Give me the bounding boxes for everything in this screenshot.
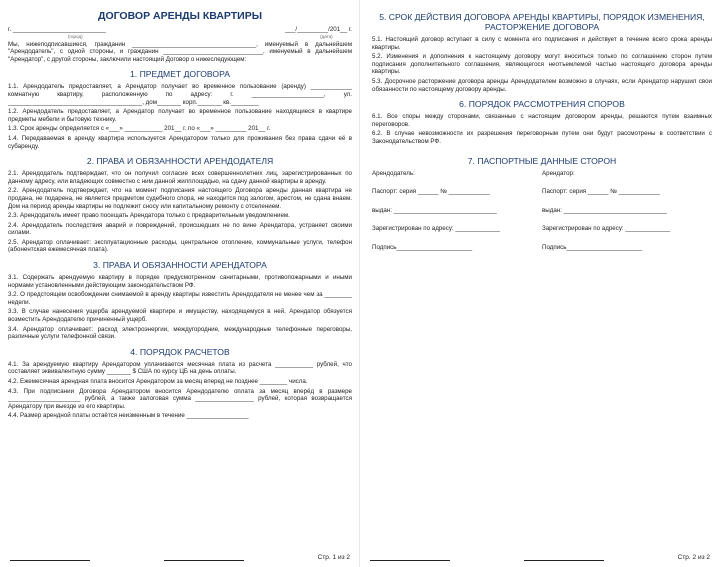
page-number: Стр. 1 из 2 (317, 554, 350, 561)
tenant-registered: Зарегистрирован по адресу: _____________ (542, 225, 671, 233)
date-line: ___/_________/201__ г. (285, 26, 352, 33)
date-block (285, 26, 352, 39)
clause-4-1: 4.1. За арендуемую квартиру Арендатором уплачивается месячная плата из расчета ___________ рублей, что составляет эквивалентную сумму _______ $ США по курсу ЦБ на день оплаты. (8, 360, 352, 376)
section-6-heading: 6. ПОРЯДОК РАССМОТРЕНИЯ СПОРОВ (459, 99, 625, 110)
landlord-signature: Подпись______________________ (372, 243, 473, 251)
date-caption: (дата) (320, 33, 333, 39)
city-caption: (город) (68, 33, 83, 39)
passport-data (372, 170, 712, 263)
signature-line-left (10, 560, 90, 561)
clause-3-3: 3.3. В случае нанесения ущерба арендуемой квартире и имуществу, находящемуся в ней, Арендатор обязуется возместить Арендодателю причиненный ущерб. (8, 308, 352, 324)
clause-2-5: 2.5. Арендатор оплачивает: эксплуатационные расходы, центральное отопление, коммунальные услуги, телефон (абонентская ежемесячная плата). (8, 238, 352, 254)
city-date-row (8, 26, 352, 39)
section-2-heading: 2. ПРАВА И ОБЯЗАННОСТИ АРЕНДОДАТЕЛЯ (86, 156, 274, 167)
clause-5-2: 5.2. Изменения и дополнения к настоящему договору могут вноситься только по соглашению сторон путем подписания дополнительного соглашения, являющегося неотъемлемой частью настоящего договора аренды квартиры. (372, 53, 712, 76)
clause-4-4: 4.4. Размер арендной платы остаётся неизменным в течение __________________ (8, 412, 249, 420)
landlord-issued: выдан: ______________________________ (372, 206, 497, 214)
clause-1-2: 1.2. Арендодатель предоставляет, а Арендатор получает во временное пользование находящиеся в квартире предметы мебели и бытовую технику. (8, 108, 352, 123)
clause-4-3: 4.3. При подписании Договора Арендатором вносится Арендодателю оплата за месяц вперёд в размере _____________________ рублей, а также залоговая сумма _________________ рублей, которая возвращается Арендатору при выезде из его квартиры. (8, 387, 352, 410)
clause-2-3: 2.3. Арендодатель имеет право посещать Арендатора только с предварительным уведомлением. (8, 212, 290, 220)
clause-5-1: 5.1. Настоящий договор вступает в силу с момента его подписания и действует в течение всего срока аренды квартиры. (372, 36, 712, 51)
section-1-heading: 1. ПРЕДМЕТ ДОГОВОРА (130, 69, 230, 80)
tenant-label: Арендатор: (542, 169, 575, 177)
section-4-heading: 4. ПОРЯДОК РАСЧЕТОВ (130, 346, 230, 357)
section-5-heading: 5. СРОК ДЕЙСТВИЯ ДОГОВОРА АРЕНДЫ КВАРТИРЫ, ПОРЯДОК ИЗМЕНЕНИЯ, РАСТОРЖЕНИЕ ДОГОВОРА (379, 12, 705, 32)
clause-2-1: 2.1. Арендодатель подтверждает, что он получил согласие всех совершеннолетних лиц, зарегистрированных по данному адресу, или владеющих совместно с ним данной жилплощадью, на сдачу данной квартиры в аренду. (8, 170, 352, 185)
landlord-passport: Паспорт: серия ______ № ____________ (372, 188, 490, 196)
clause-4-2: 4.2. Ежемесячная арендная плата вносится Арендатором за месяц вперед не позднее ________ числа. (8, 378, 308, 385)
page-2-footer (360, 554, 720, 561)
clause-3-1: 3.1. Содержать арендуемую квартиру в порядке предусмотренном санитарными, противопожарными и иными нормами установленными действующим законодательством РФ. (8, 274, 352, 289)
clause-3-4: 3.4. Арендатор оплачивает: расход электроэнергии, междугородние, международные телефонные переговоры, различные услуги телефонной связи. (8, 325, 352, 341)
clause-6-2: 6.2. В случае невозможности их разрешения переговорным путем они будут рассмотрены в соответствии с Законодательством РФ. (372, 130, 712, 145)
section-3-heading: 3. ПРАВА И ОБЯЗАННОСТИ АРЕНДАТОРА (93, 260, 267, 271)
landlord-label: Арендодатель: (372, 169, 415, 177)
landlord-registered: Зарегистрирован по адресу: _____________ (372, 225, 501, 233)
tenant-signature: Подпись______________________ (542, 243, 643, 251)
clause-2-2: 2.2. Арендодатель подтверждает, что на момент подписания настоящего Договора аренды данная квартира не продана, не подарена, не является предметом судебного спора, не находится под залогом, арестом, не сдана внаем. Дом на период аренды квартиры не подлежит сносу или капитальному ремонту с отселением. (8, 187, 352, 210)
clause-2-4: 2.4. Арендодатель последствия аварий и повреждений, происшедших не по вине Арендатора, устраняет своими силами. (8, 221, 352, 237)
signature-line-right (524, 560, 604, 561)
section-7-heading: 7. ПАСПОРТНЫЕ ДАННЫЕ СТОРОН (467, 155, 617, 166)
preamble: Мы, нижеподписавшиеся, гражданин ____________________________________, именуемый в дальнейшем "Арендодатель", с одной стороны, и гражданин _____________________________, именуемый в дальнейшем "Арендатор", с другой стороны, заключили настоящий Договор о нижеследующем: (8, 40, 352, 63)
clause-3-2: 3.2. О предстоящем освобождении снимаемой в аренду квартиры известить Арендодателя не менее чем за ________ недели. (8, 291, 352, 306)
tenant-issued: выдан: ______________________________ (542, 206, 667, 214)
tenant-passport: Паспорт: серия ______ № ____________ (542, 188, 660, 196)
signature-line-right (164, 560, 244, 561)
clause-5-3: 5.3. Досрочное расторжение договора аренды Арендодателем возможно в случаях, если Арендатор нарушил свои обязанности по настоящему договору аренды. (372, 77, 712, 93)
page-number: Стр. 2 из 2 (677, 554, 710, 561)
city-block (8, 26, 106, 39)
document-title: ДОГОВОР АРЕНДЫ КВАРТИРЫ (97, 10, 263, 22)
clause-1-3: 1.3. Срок аренды определяется с «___» ___________ 201__ г. по «___» _________ 201__ г. (8, 125, 271, 133)
tenant-column (542, 170, 712, 263)
city-line: г. ___________________________ (8, 26, 106, 33)
signature-line-left (370, 560, 450, 561)
clause-1-4: 1.4. Передаваемая в аренду квартира используется Арендатором только для проживания без права сдачи её в субаренду. (8, 134, 352, 150)
landlord-column (372, 170, 542, 263)
clause-1-1: 1.1. Арендодатель предоставляет, а Арендатор получает во временное пользование (аренду) ____________ комнатную квартиру, расположенную по адресу: г. _____________________, ул. _______________________________________, дом_______ корп._______ кв.________ (8, 83, 352, 106)
page-1-footer (0, 554, 360, 561)
clause-6-1: 6.1. Все споры между сторонами, связанные с настоящим договором аренды, решаются путем взаимных переговоров. (372, 113, 712, 128)
page-2 (360, 0, 720, 567)
